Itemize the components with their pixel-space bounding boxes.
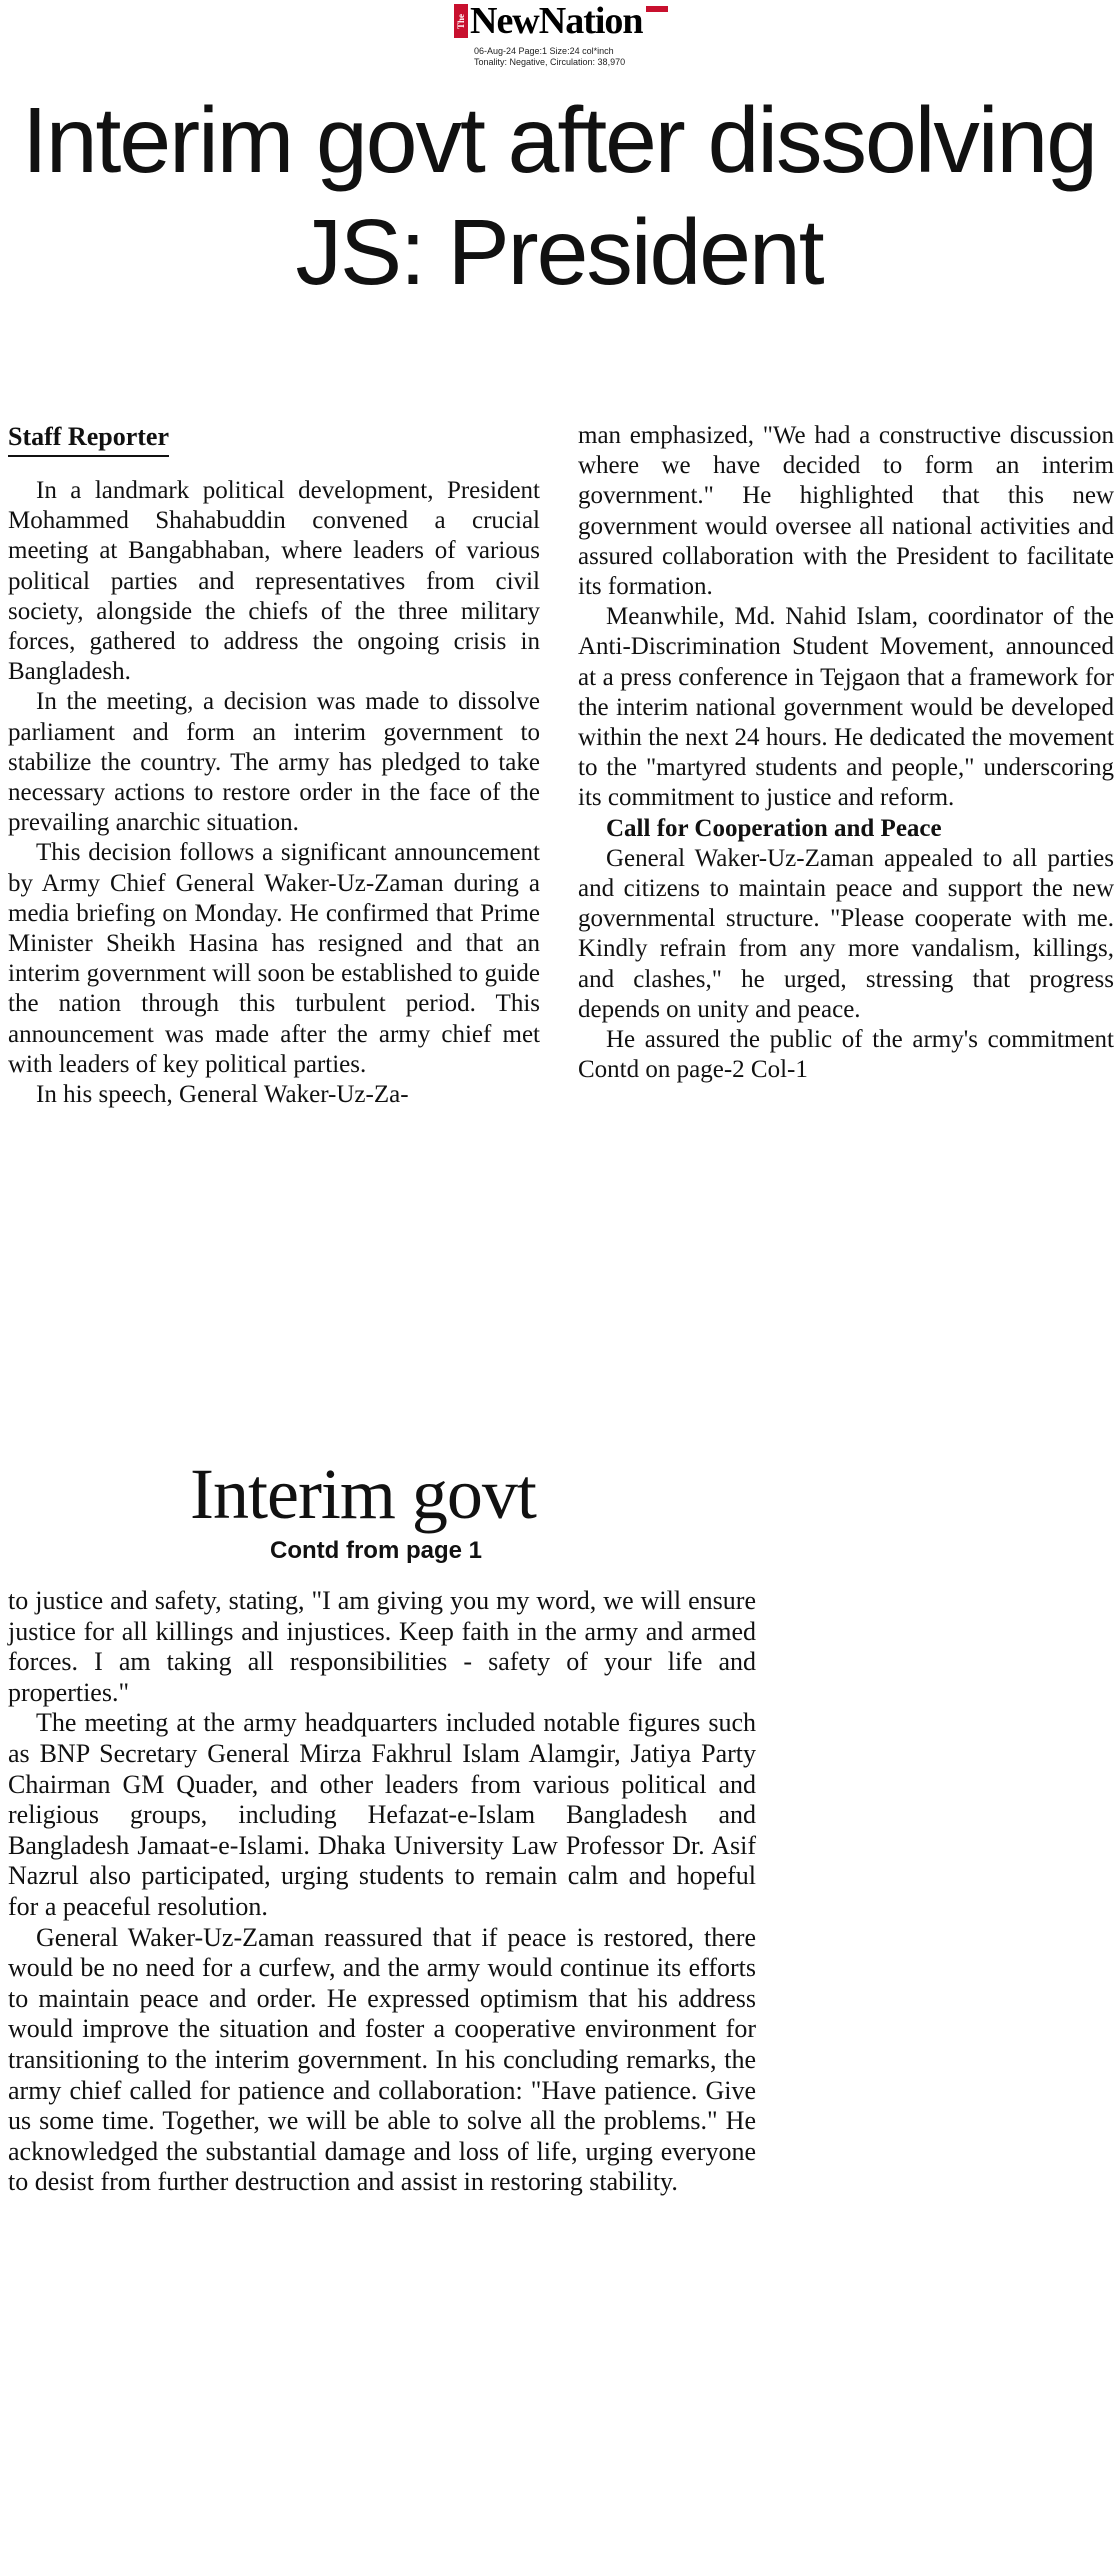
article-right-column (578, 421, 1114, 1085)
article-paragraph: He assured the public of the army's commitment Contd on page-2 Col-1 (578, 1026, 1114, 1084)
article-paragraph: This decision follows a significant announcement by Army Chief General Waker-Uz-Zaman during a media briefing on Monday. He confirmed that Prime Minister Sheikh Hasina has resigned and that an interim government will soon be established to guide the nation through this turbulent period. This announcement was made after the army chief met with leaders of key political parties. (8, 839, 540, 1078)
continuation-subtitle: Contd from page 1 (270, 1537, 483, 1564)
continuation-title: Interim govt (190, 1454, 536, 1534)
article-left-column (8, 476, 540, 1110)
article-paragraph: General Waker-Uz-Zaman reassured that if peace is restored, there would be no need for a curfew, and the army would continue its efforts to maintain peace and order. He expressed optimism that his address would improve the situation and foster a cooperative environment for transitioning to the interim government. In his concluding remarks, the army chief called for patience and collaboration: "Have patience. Give us some time. Together, we will be able to solve all the problems." He acknowledged the substantial damage and loss of life, urging everyone to desist from further destruction and assist in restoring stability. (8, 1922, 756, 2197)
article-paragraph: man emphasized, "We had a constructive discussion where we have decided to form an interim government." He highlighted that this new government would oversee all national activities and assured collaboration with the President to facilitate its formation. (578, 422, 1114, 601)
article-paragraph: In the meeting, a decision was made to dissolve parliament and form an interim government to stabilize the country. The army has pledged to take necessary actions to restore order in the face of the prevailing anarchic situation. (8, 688, 540, 837)
article-paragraph: The meeting at the army headquarters included notable figures such as BNP Secretary General Mirza Fakhrul Islam Alamgir, Jatiya Party Chairman GM Quader, and other leaders from various political and religious groups, including Hefazat-e-Islam Bangladesh and Bangladesh Jamaat-e-Islami. Dhaka University Law Professor Dr. Asif Nazrul also participated, urging students to remain calm and hopeful for a peaceful resolution. (8, 1708, 756, 1921)
masthead (446, 0, 676, 70)
newspaper-logo (446, 0, 676, 40)
article-paragraph: to justice and safety, stating, "I am giving you my word, we will ensure justice for all killings and injustices. Keep faith in the army and armed forces. I am taking all responsibilities - safety of your life and properties." (8, 1586, 756, 1707)
logo-the-label: The (454, 4, 468, 38)
article-paragraph: In his speech, General Waker-Uz-Za- (36, 1081, 409, 1109)
article-headline: Interim govt after dissolving JS: President (22, 88, 1096, 304)
article-paragraph: General Waker-Uz-Zaman appealed to all parties and citizens to maintain peace and support the new governmental structure. "Please cooperate with me. Kindly refrain from any more vandalism, killings, and clashes," he urged, stressing that progress depends on unity and peace. (578, 844, 1114, 1023)
article-paragraph: In a landmark political development, President Mohammed Shahabuddin convened a crucial meeting at Bangabhaban, where leaders of various political parties and representatives from civil society, alongside the chiefs of the three military forces, gathered to address the ongoing crisis in Bangladesh. (8, 477, 540, 686)
clipping-meta-date-size: 06-Aug-24 Page:1 Size:24 col*inch (474, 46, 614, 56)
byline: Staff Reporter (8, 420, 169, 457)
newspaper-name: NewNation (470, 0, 643, 42)
logo-red-mark (646, 6, 668, 12)
article-paragraph: Meanwhile, Md. Nahid Islam, coordinator of the Anti-Discrimination Student Movement, announced at a press conference in Tejgaon that a framework for the interim national government would be developed within the next 24 hours. He dedicated the movement to the "martyred students and people," underscoring its commitment to justice and reform. (578, 603, 1114, 812)
section-subhead: Call for Cooperation and Peace (606, 814, 942, 842)
clipping-meta-tonality: Tonality: Negative, Circulation: 38,970 (474, 57, 626, 67)
continuation-column (8, 1586, 756, 2198)
